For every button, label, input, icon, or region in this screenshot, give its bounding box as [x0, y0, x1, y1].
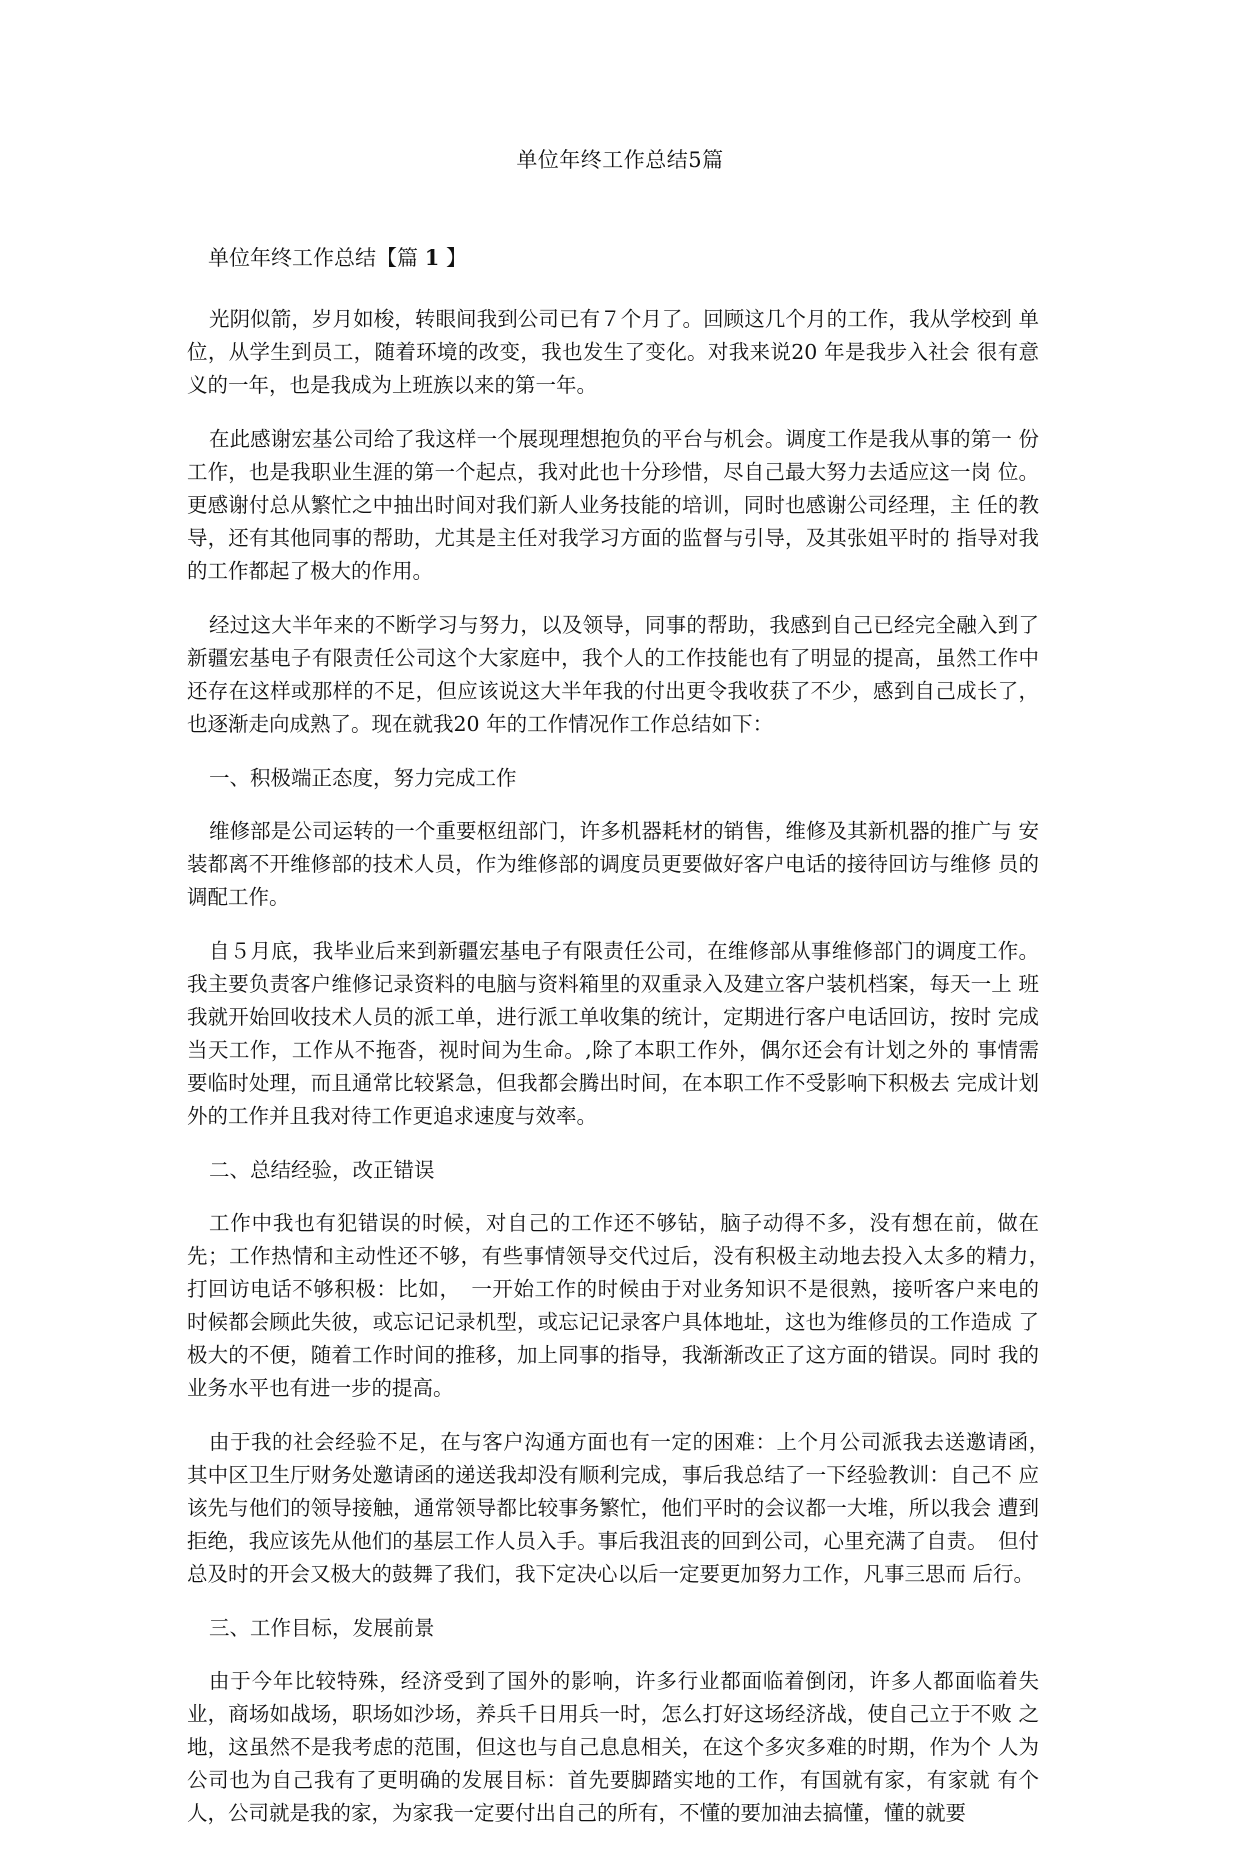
document-title: 单位年终工作总结5篇 [516, 148, 724, 172]
body-paragraph: 光阴似箭，岁月如梭，转眼间我到公司已有７个月了。回顾这几个月的工作，我从学校到 单位，从学生到员工，随着环境的改变，我也发生了变化。对我来说20 年是我步入社会 很有意义的一年，也是我成为上班族以来的第一年。 [187, 307, 1039, 397]
section-title [208, 244, 467, 272]
section-title-suffix: 】 [446, 246, 467, 270]
body-paragraph: 由于我的社会经验不足，在与客户沟通方面也有一定的困难：上个月公司派我去送邀请函， 其中区卫生厅财务处邀请函的递送我却没有顺利完成，事后我总结了一下经验教训：自己不 应该先与他们的领导接触，通常领导都比较事务繁忙，他们平时的会议都一大堆，所以我会 遭到拒绝，我应该先从他们的基层工作人员入手。事后我沮丧的回到公司，心里充满了自责。 但付总及时的开会又极大的鼓舞了我们，我下定决心以后一定要更加努力工作，凡事三思而 后行。 [187, 1430, 1060, 1586]
body-paragraph: 维修部是公司运转的一个重要枢纽部门，许多机器耗材的销售，维修及其新机器的推广与 安装都离不开维修部的技术人员，作为维修部的调度员更要做好客户电话的接待回访与维修 员的调配工作。 [187, 819, 1039, 909]
section-title-number: 1 [424, 245, 440, 270]
section-heading: 一、积极端正态度，努力完成工作 [209, 766, 517, 790]
body-paragraph: 由于今年比较特殊，经济受到了国外的影响，许多行业都面临着倒闭，许多人都面临着失 业，商场如战场，职场如沙场，养兵千日用兵一时，怎么打好这场经济战，使自己立于不败 之地，这虽然不是我考虑的范围，但这也与自己息息相关，在这个多灾多难的时期，作为个 人为公司也为自己我有了更明确的发展目标：首先要脚踏实地的工作，有国就有家，有家就 有个人，公司就是我的家，为家我一定要付出自己的所有，不懂的要加油去搞懂，懂的就要 [187, 1669, 1039, 1825]
body-paragraph: 在此感谢宏基公司给了我这样一个展现理想抱负的平台与机会。调度工作是我从事的第一 份工作，也是我职业生涯的第一个起点，我对此也十分珍惜，尽自己最大努力去适应这一岗 位。更感谢付总从繁忙之中抽出时间对我们新人业务技能的培训，同时也感谢公司经理，主 任的教导，还有其他同事的帮助，尤其是主任对我学习方面的监督与引导，及其张姐平时的 指导对我的工作都起了极大的作用。 [187, 427, 1039, 583]
body-paragraph: 工作中我也有犯错误的时候，对自己的工作还不够钻，脑子动得不多，没有想在前，做在 先；工作热情和主动性还不够，有些事情领导交代过后，没有积极主动地去投入太多的精力， 打回访电话不够积极：比如， 一开始工作的时候由于对业务知识不是很熟，接听客户来电的 时候都会顾此失彼，或忘记记录机型，或忘记记录客户具体地址，这也为维修员的工作造成 了极大的不便，随着工作时间的推移，加上同事的指导，我渐渐改正了这方面的错误。同时 我的业务水平也有进一步的提高。 [187, 1211, 1060, 1400]
body-paragraph: 自５月底，我毕业后来到新疆宏基电子有限责任公司，在维修部从事维修部门的调度工作。 我主要负责客户维修记录资料的电脑与资料箱里的双重录入及建立客户装机档案，每天一上 班我就开始回收技术人员的派工单，进行派工单收集的统计，定期进行客户电话回访，按时 完成当天工作，工作从不拖沓，视时间为生命。,除了本职工作外，偶尔还会有计划之外的 事情需要临时处理，而且通常比较紧急，但我都会腾出时间，在本职工作不受影响下积极去 完成计划外的工作并且我对待工作更追求速度与效率。 [187, 939, 1039, 1128]
section-heading: 二、总结经验，改正错误 [209, 1158, 435, 1182]
section-heading: 三、工作目标，发展前景 [209, 1616, 435, 1640]
section-title-prefix: 单位年终工作总结【篇 [208, 246, 418, 270]
body-paragraph: 经过这大半年来的不断学习与努力，以及领导，同事的帮助，我感到自己已经完全融入到了新疆宏基电子有限责任公司这个大家庭中，我个人的工作技能也有了明显的提高，虽然工作中还存在这样或那样的不足，但应该说这大半年我的付出更令我收获了不少，感到自己成长了，也逐渐走向成熟了。现在就我20 年的工作情况作工作总结如下： [187, 613, 1039, 736]
document-body [187, 303, 1060, 1851]
